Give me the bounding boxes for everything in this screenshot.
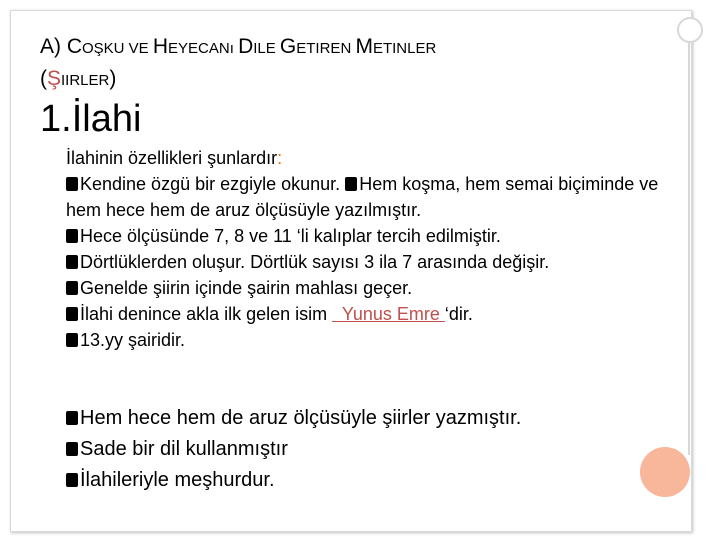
list-item <box>66 465 666 496</box>
list-item-fill-in <box>66 301 666 327</box>
slide-title: 1.İlahi <box>40 98 142 140</box>
heading-text: D <box>238 35 254 58</box>
heading-text: IIRLER <box>61 72 110 89</box>
list-item <box>66 434 666 465</box>
heading-text: G <box>279 35 297 58</box>
intro-line <box>66 145 666 171</box>
list-item-text: İlahileriyle meşhurdur. <box>80 469 275 491</box>
list-item <box>66 327 666 353</box>
bullet-square-icon <box>66 473 78 487</box>
heading-paren: ( <box>40 67 47 90</box>
list-item-text: Kendine özgü bir ezgiyle okunur. <box>80 174 341 194</box>
bullet-square-icon <box>66 255 78 269</box>
heading-paren: ) <box>109 67 117 90</box>
heading-text: Ş <box>47 67 62 90</box>
list-item-text: 13.yy şairidir. <box>80 330 186 350</box>
list-item-text: İlahi denince akla ilk gelen isim <box>80 304 333 324</box>
body-text <box>66 145 666 353</box>
heading-text: ETIREN <box>296 40 356 57</box>
intro-text: İlahinin özellikleri şunlardır <box>66 148 278 168</box>
large-list <box>66 403 666 496</box>
list-item-text: Sade bir dil kullanmıştır <box>80 438 288 460</box>
answer-blank <box>332 304 342 324</box>
list-item-text: Hece ölçüsünde 7, 8 ve 11 ‘li kalıplar tercih edilmiştir. <box>80 226 501 246</box>
list-item-text: Dörtlüklerden oluşur. Dörtlük sayısı 3 ila 7 arasında değişir. <box>80 252 550 272</box>
list-item <box>66 171 666 223</box>
bullet-square-icon <box>66 411 78 425</box>
heading-text: M <box>355 35 373 58</box>
answer-text: Yunus Emre <box>341 304 440 324</box>
bullet-square-icon <box>345 177 357 191</box>
decor-ring-icon <box>677 17 703 43</box>
heading-text: A) C <box>40 35 82 58</box>
bullet-square-icon <box>66 333 78 347</box>
list-item-text: ‘dir. <box>444 304 473 324</box>
list-item-text: Hem koşma, hem semai biçiminde ve hem hece hem de aruz ölçüsüyle yazılmıştır. <box>66 174 659 220</box>
intro-colon: : <box>277 148 283 168</box>
heading-text: ILE <box>253 40 280 57</box>
heading-line-2 <box>40 64 640 96</box>
heading-text: H <box>152 35 169 58</box>
heading-text: EYECANı <box>168 40 239 57</box>
heading-line-1 <box>40 32 640 64</box>
heading-text: ETINLER <box>372 40 437 57</box>
heading-text: OŞKU VE <box>82 40 153 57</box>
section-heading <box>40 32 640 96</box>
list-item <box>66 275 666 301</box>
list-item-text: Genelde şiirin içinde şairin mahlası geçer. <box>80 278 413 298</box>
list-item <box>66 249 666 275</box>
decor-vertical-line <box>688 41 690 455</box>
bullet-square-icon <box>66 229 78 243</box>
bullet-square-icon <box>66 281 78 295</box>
list-item <box>66 403 666 434</box>
bullet-square-icon <box>66 442 78 456</box>
bullet-square-icon <box>66 177 78 191</box>
list-item <box>66 223 666 249</box>
bullet-square-icon <box>66 307 78 321</box>
list-item-text: Hem hece hem de aruz ölçüsüyle şiirler yazmıştır. <box>80 407 522 429</box>
